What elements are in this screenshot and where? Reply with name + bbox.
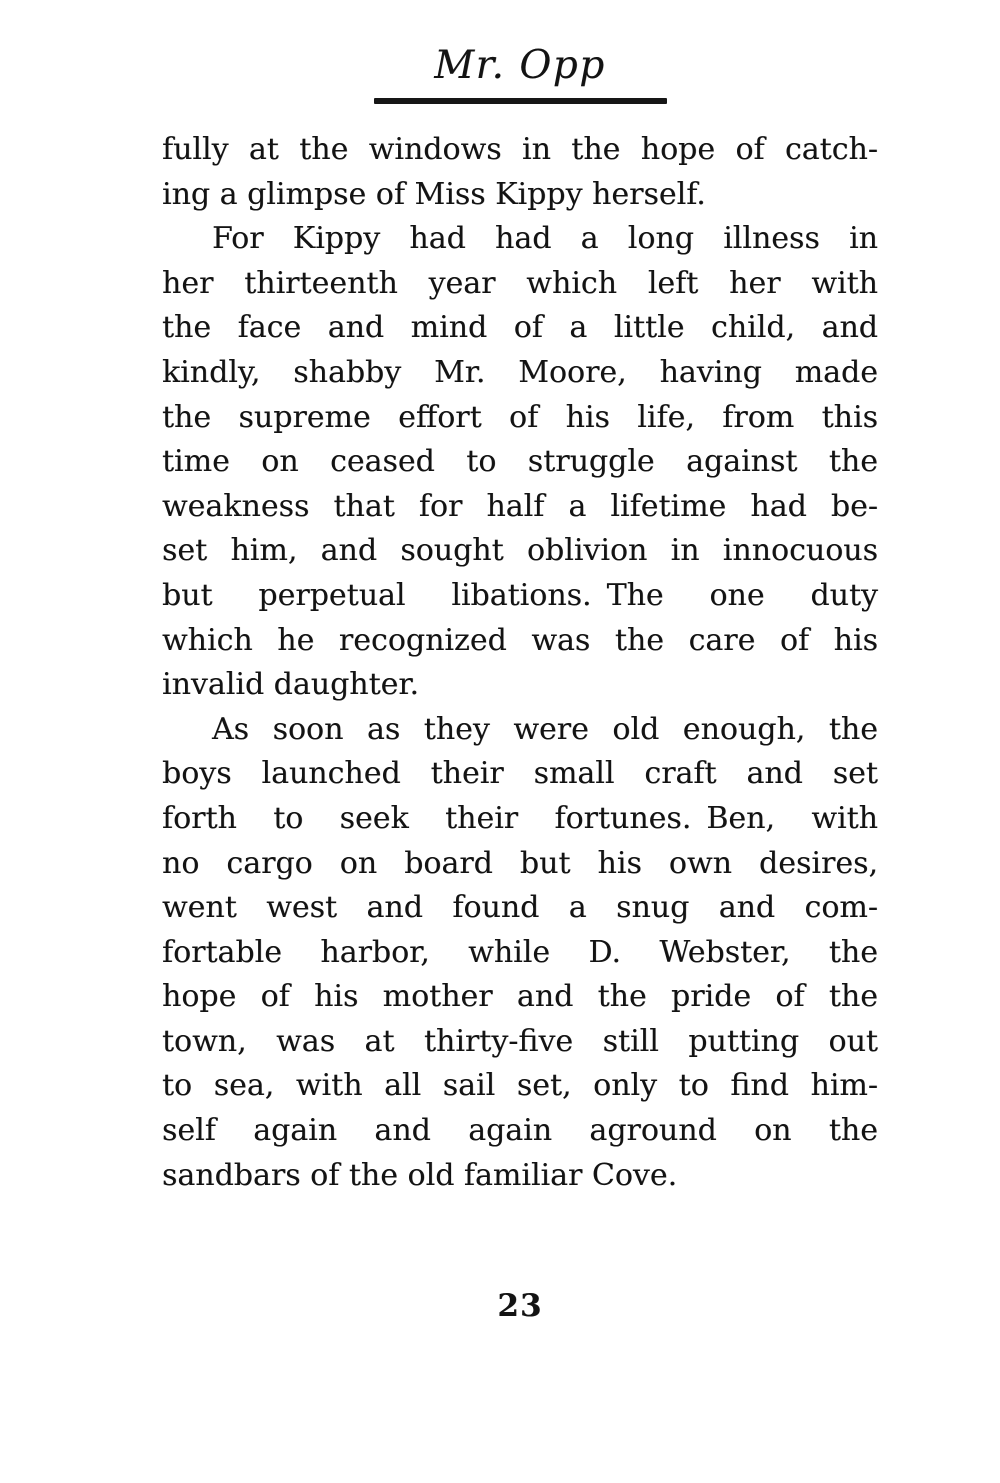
- body-line: town, was at thirty-five still putting out: [162, 1023, 878, 1059]
- body-line: which he recognized was the care of his: [162, 622, 878, 658]
- running-head: [162, 40, 878, 104]
- body-line: invalid daughter.: [162, 667, 420, 703]
- body-line: hope of his mother and the pride of the: [162, 979, 878, 1015]
- body-line: the face and mind of a little child, and: [162, 310, 878, 346]
- body-text: [162, 128, 878, 1198]
- page-number: 23: [497, 1288, 543, 1324]
- running-head-title: Mr. Opp: [434, 43, 606, 88]
- body-line: weakness that for half a lifetime had be-: [162, 488, 878, 524]
- body-line: but perpetual libations. The one duty: [162, 577, 878, 613]
- page-content: [162, 0, 878, 1198]
- body-line: set him, and sought oblivion in innocuous: [162, 533, 878, 569]
- body-line: boys launched their small craft and set: [162, 756, 878, 792]
- body-line: fully at the windows in the hope of catch-: [162, 132, 878, 167]
- body-line: to sea, with all sail set, only to find him-: [162, 1068, 878, 1104]
- body-line: ing a glimpse of Miss Kippy herself.: [162, 176, 706, 212]
- body-line: forth to seek their fortunes. Ben, with: [162, 800, 878, 836]
- body-line: fortable harbor, while D. Webster, the: [162, 934, 878, 970]
- body-line: For Kippy had had a long illness in: [212, 221, 878, 257]
- body-line: went west and found a snug and com-: [162, 890, 878, 926]
- body-line: her thirteenth year which left her with: [162, 265, 878, 301]
- body-line: the supreme effort of his life, from this: [162, 399, 878, 435]
- body-line: no cargo on board but his own desires,: [162, 845, 878, 881]
- body-line: kindly, shabby Mr. Moore, having made: [162, 354, 878, 390]
- body-line: self again and again aground on the: [162, 1113, 878, 1149]
- body-line: As soon as they were old enough, the: [212, 711, 878, 747]
- body-line: sandbars of the old familiar Cove.: [162, 1157, 678, 1193]
- header-rule: [374, 98, 667, 104]
- body-line: time on ceased to struggle against the: [162, 444, 878, 480]
